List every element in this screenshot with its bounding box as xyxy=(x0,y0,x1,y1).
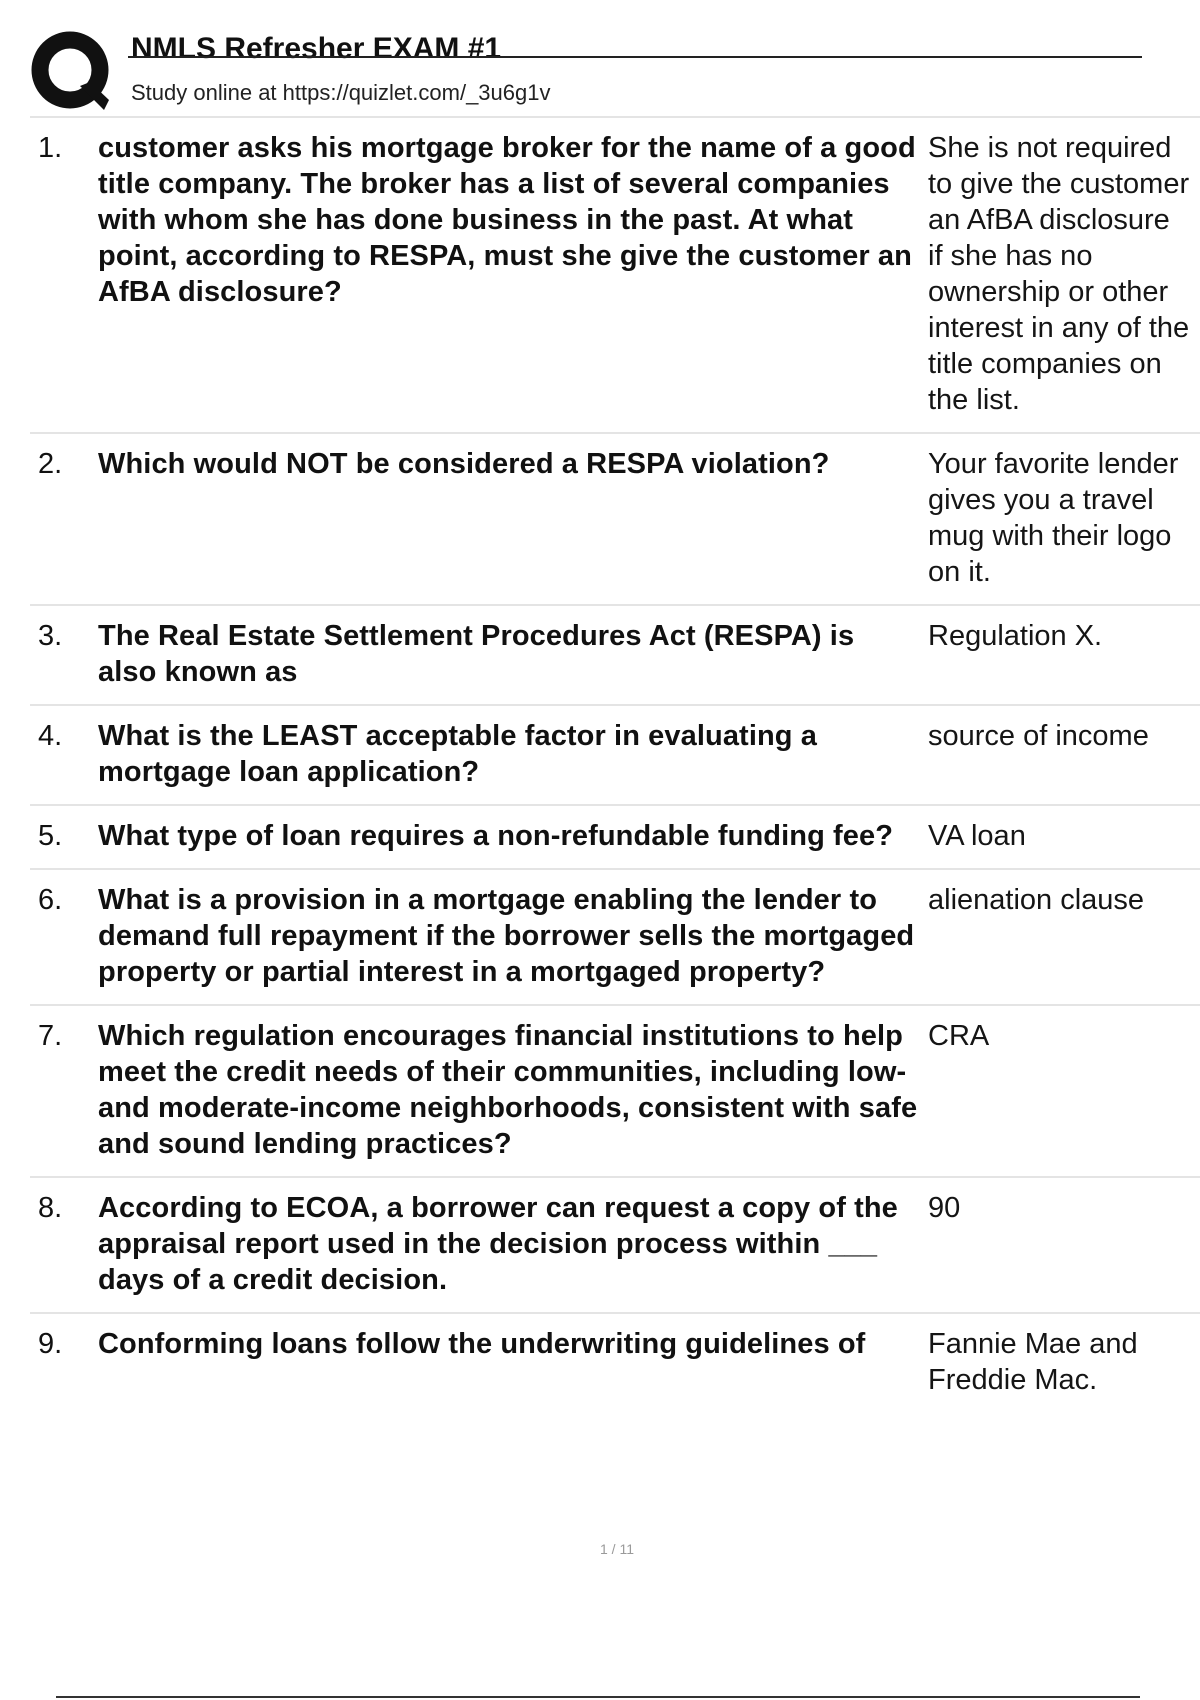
question-text: According to ECOA, a borrower can request a copy of the appraisal report used in the decision process within ___ days of a credit decision. xyxy=(98,1192,898,1296)
answer-text: CRA xyxy=(928,1020,990,1052)
question-number: 3. xyxy=(38,620,63,652)
qa-row xyxy=(30,1176,1200,1312)
qa-row xyxy=(30,704,1200,804)
qa-row xyxy=(30,868,1200,1004)
answer-text: source of income xyxy=(928,720,1149,752)
question-number: 5. xyxy=(38,820,63,852)
question-number: 6. xyxy=(38,884,63,916)
qa-row xyxy=(30,604,1200,704)
answer-text: 90 xyxy=(928,1192,961,1224)
qa-row xyxy=(30,804,1200,868)
answer-text: Your favorite lender gives you a travel mug with their logo on it. xyxy=(928,448,1179,588)
question-text: What is the LEAST acceptable factor in evaluating a mortgage loan application? xyxy=(98,720,817,788)
question-text: What is a provision in a mortgage enabling the lender to demand full repayment if the borrower sells the mortgaged property or partial interest in a mortgaged property? xyxy=(98,884,915,988)
qa-row xyxy=(30,1004,1200,1176)
footer-divider xyxy=(56,1696,1140,1698)
qa-row xyxy=(30,432,1200,604)
study-online-link[interactable]: Study online at https://quizlet.com/_3u6g1v xyxy=(131,80,551,105)
question-number: 9. xyxy=(38,1328,63,1360)
answer-text: VA loan xyxy=(928,820,1026,852)
answer-text: Regulation X. xyxy=(928,620,1103,652)
question-number: 7. xyxy=(38,1020,63,1052)
question-number: 8. xyxy=(38,1192,63,1224)
document-title: NMLS Refresher EXAM #1 xyxy=(131,32,502,65)
quizlet-logo-icon xyxy=(30,30,114,114)
answer-text: Fannie Mae and Freddie Mac. xyxy=(928,1328,1138,1396)
answer-text: She is not required to give the customer an AfBA disclosure if she has no ownership or other interest in any of the title companies on the list. xyxy=(928,132,1190,416)
question-text: Which regulation encourages financial institutions to help meet the credit needs of their communities, including low- and moderate-income neighborhoods, consistent with safe and sound lending practices? xyxy=(98,1020,918,1160)
question-number: 4. xyxy=(38,720,63,752)
question-number: 1. xyxy=(38,132,63,164)
question-answer-list xyxy=(30,116,1200,1412)
answer-text: alienation clause xyxy=(928,884,1145,916)
page-number: 1 / 11 xyxy=(600,1541,634,1557)
question-text: Which would NOT be considered a RESPA violation? xyxy=(98,448,830,480)
qa-row xyxy=(30,116,1200,432)
question-number: 2. xyxy=(38,448,63,480)
question-text: What type of loan requires a non-refundable funding fee? xyxy=(98,820,894,852)
question-text: The Real Estate Settlement Procedures Act (RESPA) is also known as xyxy=(98,620,855,688)
qa-row xyxy=(30,1312,1200,1412)
header-divider xyxy=(128,56,1142,58)
question-text: Conforming loans follow the underwriting guidelines of xyxy=(98,1328,866,1360)
question-text: customer asks his mortgage broker for the name of a good title company. The broker has a list of several companies with whom she has done business in the past. At what point, according to RESPA, must she give the customer an AfBA disclosure? xyxy=(98,132,916,308)
